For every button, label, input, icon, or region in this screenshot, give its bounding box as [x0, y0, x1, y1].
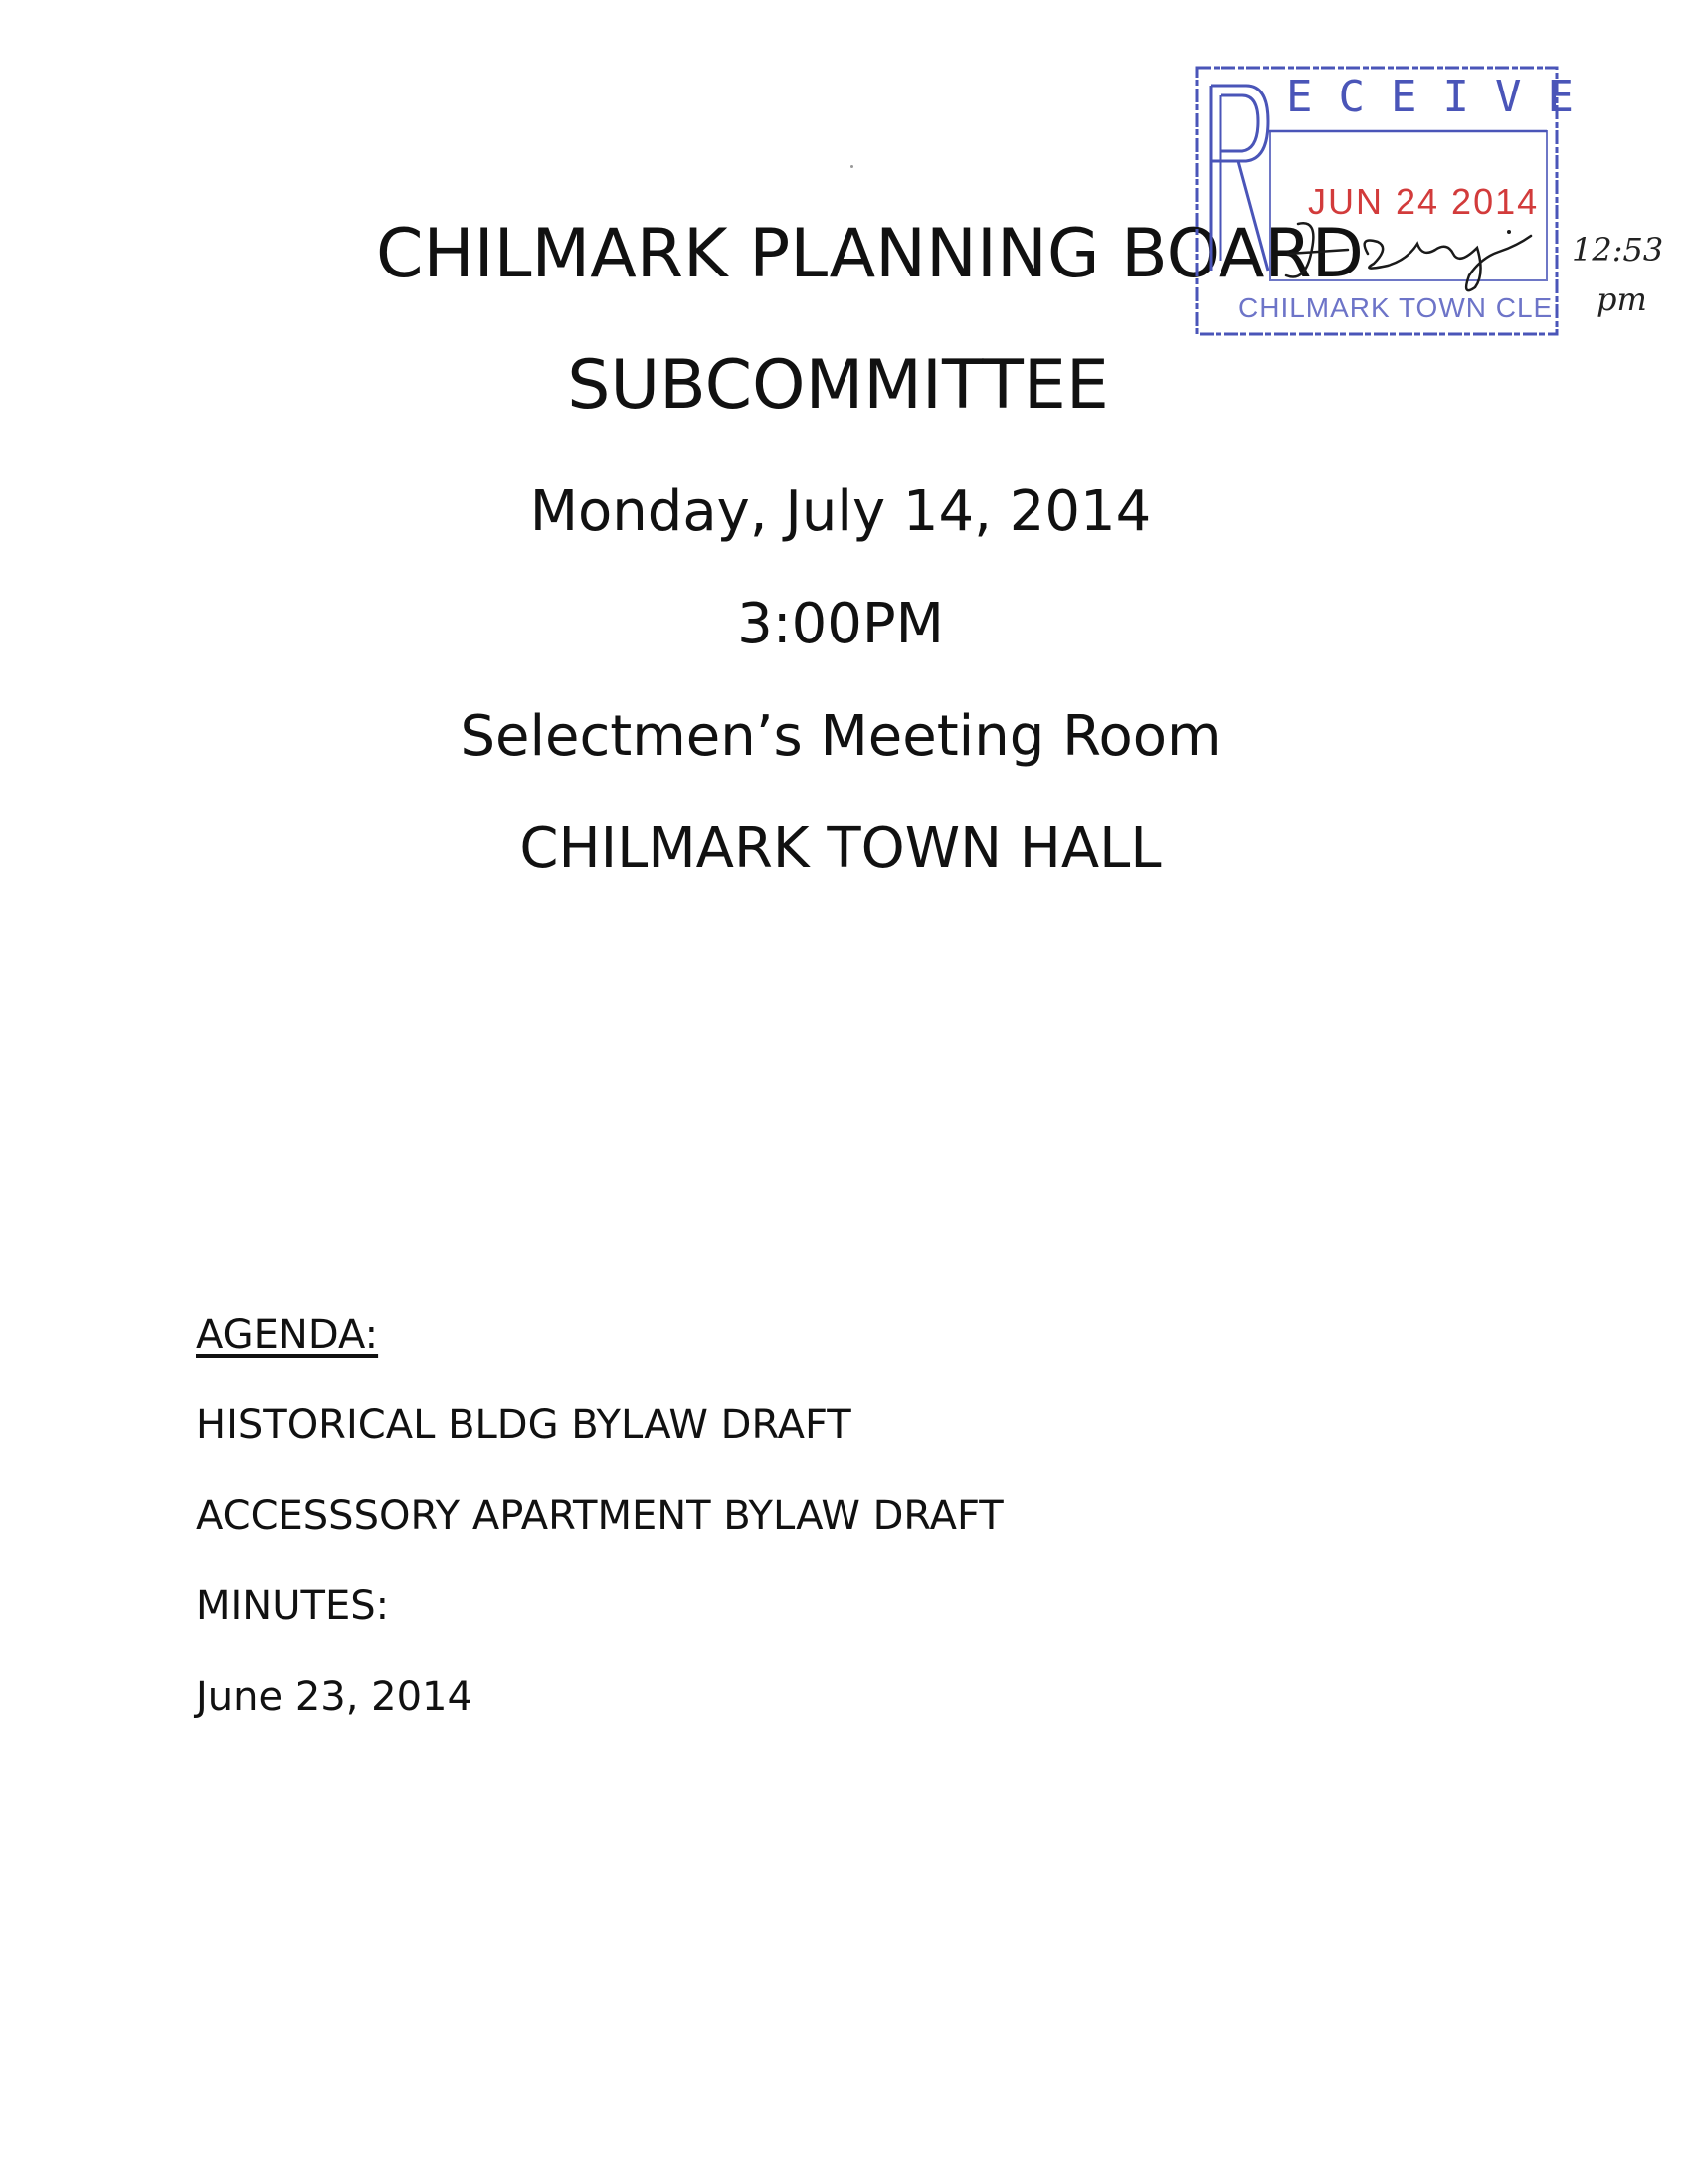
handwritten-time: 12:53 [1572, 231, 1664, 269]
handwritten-signature [1278, 214, 1567, 303]
meeting-time: 3:00PM [737, 592, 944, 656]
agenda-item: HISTORICAL BLDG BYLAW DRAFT [196, 1402, 851, 1448]
handwritten-ampm: pm [1597, 280, 1647, 318]
meeting-location: Selectmen’s Meeting Room [460, 704, 1221, 769]
agenda-item: MINUTES: [196, 1583, 390, 1629]
meeting-building: CHILMARK TOWN HALL [519, 817, 1162, 881]
agenda-heading: AGENDA: [196, 1312, 379, 1358]
agenda-item: June 23, 2014 [196, 1674, 472, 1720]
title-line-1: CHILMARK PLANNING BOARD [376, 215, 1365, 293]
agenda-item: ACCESSSORY APARTMENT BYLAW DRAFT [196, 1493, 1004, 1539]
stamp-office: CHILMARK TOWN CLE [1238, 292, 1554, 323]
meeting-date: Monday, July 14, 2014 [529, 479, 1152, 544]
stamp-letter-r [1211, 86, 1268, 271]
scan-speck [850, 165, 853, 168]
stamp-date: JUN 24 2014 [1308, 181, 1540, 222]
title-line-2: SUBCOMMITTEE [567, 346, 1109, 425]
stamp-received-text: ECEIVE [1286, 72, 1599, 122]
